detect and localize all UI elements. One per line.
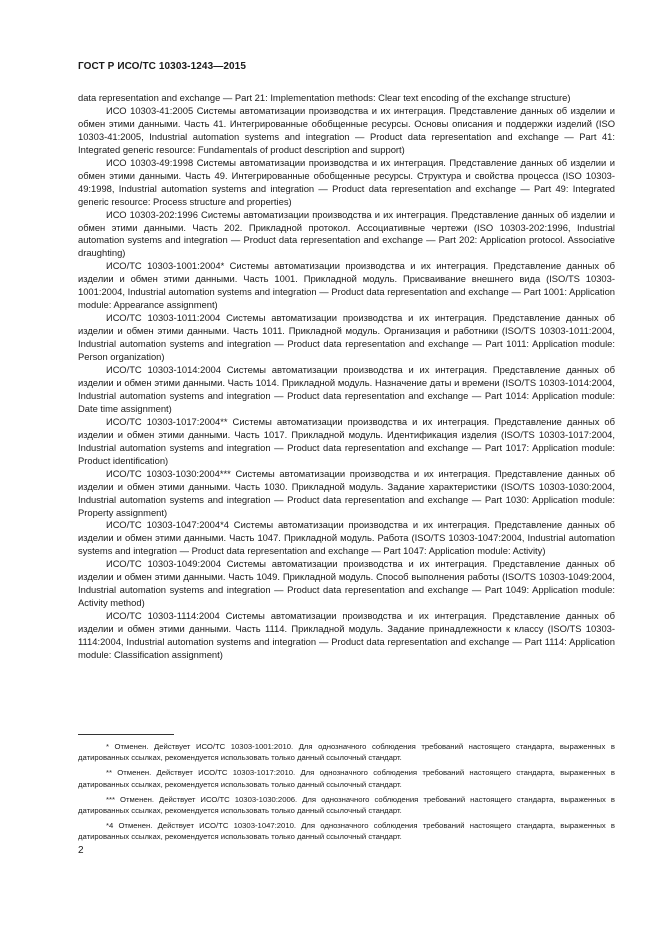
reference-iso-ts-10303-1047: ИСО/ТС 10303-1047:2004*4 Системы автоматизации производства и их интеграция. Представление данных об изделии и обмен этими данными. Часть 1047. Прикладной модуль. Работа (ISO/TS 10303-1047:2004, Industrial automation systems and integration — Product data representation and exchange — Part 1047: Application module: Activity) bbox=[78, 519, 615, 557]
footnotes bbox=[78, 741, 615, 847]
paragraph-continuation: data representation and exchange — Part 21: Implementation methods: Clear text encoding of the exchange structure) bbox=[78, 92, 571, 103]
footnote-3: *** Отменен. Действует ИСО/ТС 10303-1030:2006. Для однозначного соблюдения требований настоящего стандарта, выраженных в датированных ссылках, рекомендуется использовать только данный ссылочный стандарт. bbox=[78, 794, 615, 816]
footnote-4: *4 Отменен. Действует ИСО/ТС 10303-1047:2010. Для однозначного соблюдения требований настоящего стандарта, выраженных в датированных ссылках, рекомендуется использовать только данный ссылочный стандарт. bbox=[78, 821, 615, 842]
footnote-separator bbox=[78, 734, 174, 735]
page-header: ГОСТ Р ИСО/ТС 10303-1243—2015 bbox=[78, 61, 246, 72]
reference-iso-ts-10303-1011: ИСО/ТС 10303-1011:2004 Системы автоматизации производства и их интеграция. Представление данных об изделии и обмен этими данными. Часть 1011. Прикладной модуль. Организация и работники (ISO/TS 10303-1011:2004, Industrial automation systems and integration — Product data representation and exchange — Part 1011: Application module: Person organization) bbox=[78, 312, 615, 363]
reference-iso-10303-202: ИСО 10303-202:1996 Системы автоматизации производства и их интеграция. Представление данных об изделии и обмен этими данными. Часть 202. Прикладной протокол. Ассоциативные чертежи (ISO 10303-202:1996, Industrial automation systems and integration — Product data representation and exchange — Part 202: Application protocol. Associative draughting) bbox=[78, 208, 615, 259]
reference-iso-10303-41: ИСО 10303-41:2005 Системы автоматизации производства и их интеграция. Представление данных об изделии и обмен этими данными. Часть 41. Интегрированные обобщенные ресурсы. Основы описания и поддержки изделий (ISO 10303-41:2005, Industrial automation systems and integration — Product data representation and exchange — Part 41: Integrated generic resource: Fundamentals of product description and support) bbox=[78, 104, 615, 155]
page-number: 2 bbox=[78, 845, 84, 856]
reference-iso-ts-10303-1030: ИСО/ТС 10303-1030:2004*** Системы автоматизации производства и их интеграция. Представление данных об изделии и обмен этими данными. Часть 1030. Прикладной модуль. Задание характеристики (ISO/TS 10303-1030:2004, Industrial automation systems and integration — Product data representation and exchange — Part 1030: Application module: Property assignment) bbox=[78, 467, 615, 518]
reference-iso-ts-10303-1017: ИСО/ТС 10303-1017:2004** Системы автоматизации производства и их интеграция. Представление данных об изделии и обмен этими данными. Часть 1017. Прикладной модуль. Идентификация изделия (ISO/TS 10303-1017:2004, Industrial automation systems and integration — Product data representation and exchange — Part 1017: Application module: Product identification) bbox=[78, 415, 615, 466]
reference-iso-ts-10303-1001: ИСО/ТС 10303-1001:2004* Системы автоматизации производства и их интеграция. Представление данных об изделии и обмен этими данными. Часть 1001. Прикладной модуль. Присваивание внешнего вида (ISO/TS 10303-1001:2004, Industrial automation systems and integration — Product data representation and exchange — Part 1001: Application module: Appearance assignment) bbox=[78, 260, 615, 311]
reference-iso-10303-49: ИСО 10303-49:1998 Системы автоматизации производства и их интеграция. Представление данных об изделии и обмен этими данными. Часть 49. Интегрированные обобщенные ресурсы. Структура и свойства процесса (ISO 10303-49:1998, Industrial automation systems and integration — Product data representation and exchange — Part 49: Integrated generic resource: Process structure and properties) bbox=[78, 156, 615, 207]
footnote-2: ** Отменен. Действует ИСО/ТС 10303-1017:2010. Для однозначного соблюдения требований настоящего стандарта, выраженных в датированных ссылках, рекомендуется использовать только данный ссылочный стандарт. bbox=[78, 768, 615, 789]
reference-iso-ts-10303-1049: ИСО/ТС 10303-1049:2004 Системы автоматизации производства и их интеграция. Представление данных об изделии и обмен этими данными. Часть 1049. Прикладной модуль. Способ выполнения работы (ISO/TS 10303-1049:2004, Industrial automation systems and integration — Product data representation and exchange — Part 1049: Application module: Activity method) bbox=[78, 558, 615, 609]
reference-iso-ts-10303-1014: ИСО/ТС 10303-1014:2004 Системы автоматизации производства и их интеграция. Представление данных об изделии и обмен этими данными. Часть 1014. Прикладной модуль. Назначение даты и времени (ISO/TS 10303-1014:2004, Industrial automation systems and integration — Product data representation and exchange — Part 1014: Application module: Date time assignment) bbox=[78, 364, 615, 414]
reference-iso-ts-10303-1114: ИСО/ТС 10303-1114:2004 Системы автоматизации производства и их интеграция. Представление данных об изделии и обмен этими данными. Часть 1114. Прикладной модуль. Задание принадлежности к классу (ISO/TS 10303-1114:2004, Industrial automation systems and integration — Product data representation and exchange — Part 1114: Application module: Classification assignment) bbox=[78, 610, 615, 660]
body-text bbox=[78, 92, 615, 662]
footnote-1: * Отменен. Действует ИСО/ТС 10303-1001:2010. Для однозначного соблюдения требований настоящего стандарта, выраженных в датированных ссылках, рекомендуется использовать только данный ссылочный стандарт. bbox=[78, 742, 615, 763]
